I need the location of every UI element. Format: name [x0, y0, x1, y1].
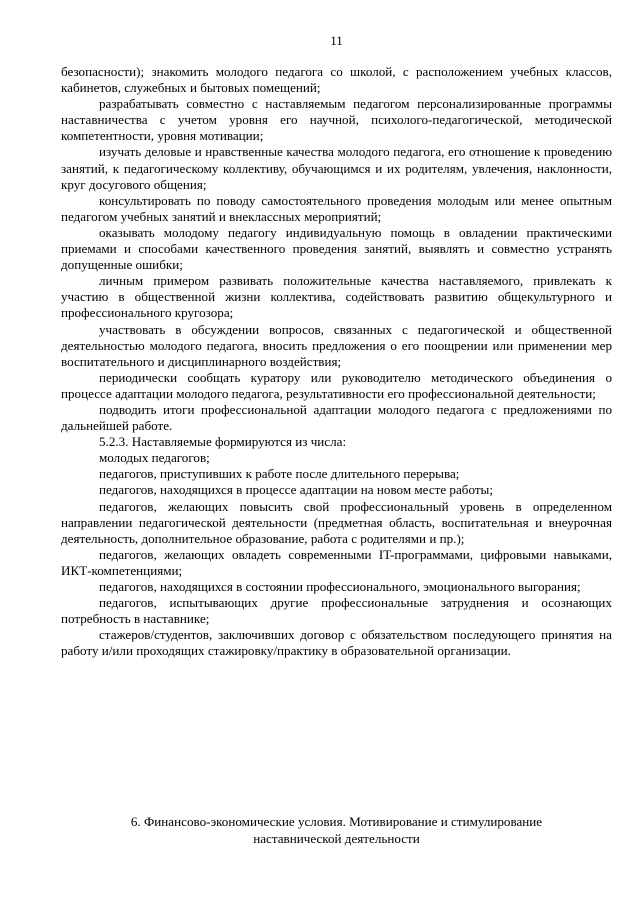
list-item: молодых педагогов; [99, 450, 210, 466]
list-item: педагогов, желающих овладеть современными IT-программами, цифровыми навыками, ИКТ-компетенциями; [61, 546, 612, 578]
body-text [61, 64, 612, 659]
paragraph: разрабатывать совместно с наставляемым педагогом персонализированные программы наставничества с учетом уровня его научной, психолого-педагогической, методической компетентности, уровня мотивации; [61, 96, 612, 144]
paragraph: подводить итоги профессиональной адаптации молодого педагога с предложениями по дальнейшей работе. [61, 401, 612, 434]
subsection-heading: 5.2.3. Наставляемые формируются из числа: [99, 434, 347, 450]
list-item: педагогов, желающих повысить свой профессиональный уровень в определенном направлении педагогической деятельности (предметная область, воспитательная и внеурочная деятельность, дополнительное образование, работа с родителями и пр.); [61, 498, 612, 546]
list-item: педагогов, находящихся в состоянии профессионального, эмоционального выгорания; [99, 579, 581, 594]
section-heading-line-1: 6. Финансово-экономические условия. Мотивирование и стимулирование [130, 814, 543, 829]
paragraph: участвовать в обсуждении вопросов, связанных с педагогической и общественной деятельностью молодого педагога, вносить предложения о его поощрении или применении мер воспитательного и дисциплинарного воздействия; [61, 321, 612, 369]
paragraph: периодически сообщать куратору или руководителю методического объединения о процессе адаптации молодого педагога, результативности его профессиональной деятельности; [61, 369, 612, 401]
paragraph: оказывать молодому педагогу индивидуальную помощь в овладении практическими приемами и способами качественного проведения занятий, выявлять и совместно устранять допущенные ошибки; [61, 224, 612, 273]
paragraph: изучать деловые и нравственные качества молодого педагога, его отношение к проведению занятий, к педагогическому коллективу, обучающимся и их родителям, увлечения, наклонности, круг досугового общения; [61, 144, 612, 192]
list-item: педагогов, приступивших к работе после длительного перерыва; [99, 466, 460, 482]
paragraph: консультировать по поводу самостоятельного проведения молодым или менее опытным педагогом учебных занятий и внеклассных мероприятий; [61, 192, 612, 224]
paragraph: безопасности); знакомить молодого педагога со школой, с расположением учебных классов, кабинетов, служебных и бытовых помещений; [61, 64, 612, 96]
list-item: стажеров/студентов, заключивших договор с обязательством последующего принятия на работу и/или проходящих стажировку/практику в образовательной организации. [61, 627, 612, 659]
paragraph: личным примером развивать положительные качества наставляемого, привлекать к участию в общественной жизни коллектива, содействовать развитию общекультурного и профессионального кругозора; [61, 273, 612, 321]
list-item: педагогов, испытывающих другие профессиональные затруднения и осознающих потребность в наставнике; [61, 595, 612, 627]
section-heading-line-2: наставнической деятельности [253, 831, 420, 846]
section-heading [61, 813, 612, 847]
page-number: 11 [330, 33, 343, 48]
list-item: педагогов, находящихся в процессе адаптации на новом месте работы; [99, 482, 493, 498]
